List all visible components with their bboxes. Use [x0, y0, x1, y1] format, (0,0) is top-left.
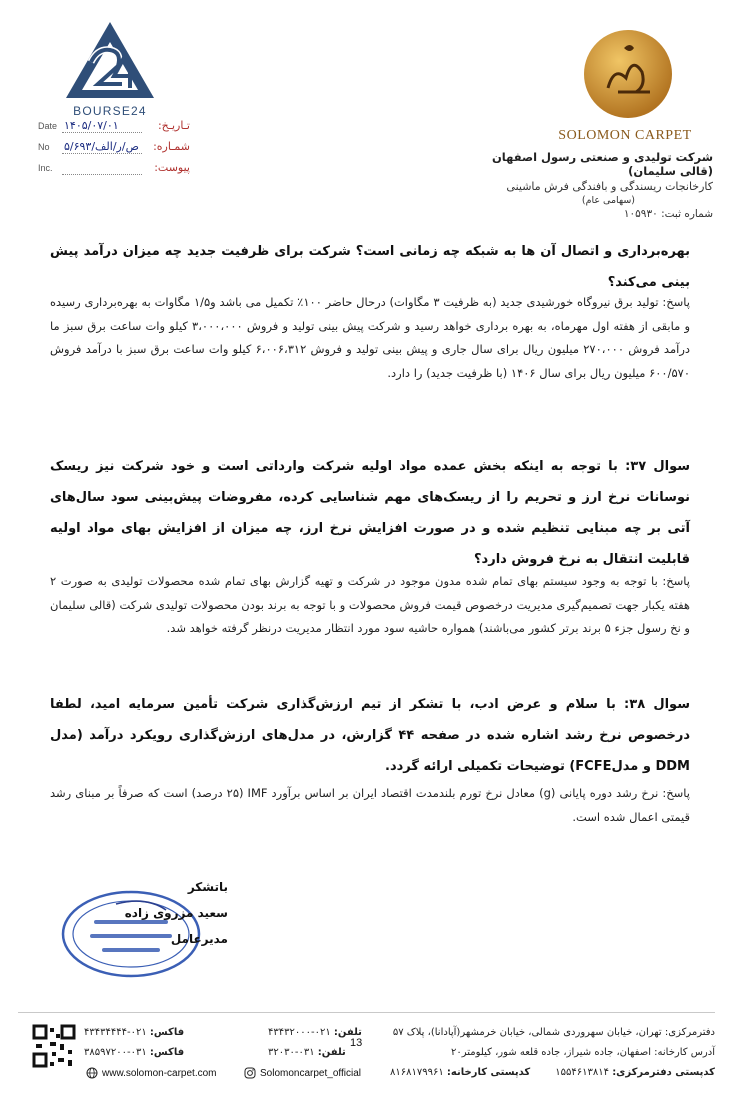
company-info — [463, 150, 713, 220]
meta-number-row — [38, 139, 190, 160]
footer-office-fax — [84, 1027, 184, 1038]
footer-tel-label: تلفن: — [317, 1047, 346, 1058]
meta-attachment-row — [38, 160, 190, 181]
meta-date-fa: تـاریـخ: — [157, 119, 190, 132]
footer-factory-tel — [268, 1047, 346, 1058]
footer-office-tel-value: ۰۲۱-۴۳۴۳۲۰۰۰ — [268, 1027, 331, 1038]
meta-dots — [62, 132, 142, 133]
bourse24-logo-text: BOURSE24 — [73, 104, 147, 118]
footer-office-address: دفترمرکزی: تهران، خیابان سهروردی شمالی، خیابان خرمشهر(آپادانا)، پلاک ۵۷ — [392, 1027, 715, 1038]
signature-thanks: باتشکر — [187, 880, 228, 894]
footer-office-postcode-value: ۱۵۵۴۶۱۳۸۱۴ — [555, 1067, 609, 1078]
footer-fax-label: فاکس: — [149, 1027, 185, 1038]
footer-tel-label: تلفن: — [333, 1027, 362, 1038]
meta-date-value: ۱۴۰۵/۰۷/۰۱ — [64, 119, 119, 132]
answer-38: پاسخ: نرخ رشد دوره پایانی (g) معادل نرخ تورم بلندمدت اقتصاد ایران بر اساس برآورد IMF (۲۵ درصد) است که صرفاً بر مبنای رشد قیمتی اعمال شده است. — [50, 786, 690, 824]
signature-block — [98, 874, 228, 952]
answer-36: پاسخ: تولید برق نیروگاه خورشیدی جدید (به ظرفیت ۳ مگاوات) درحال حاضر ۱۰۰٪ تکمیل می باشد و۱/۵ مگاوات به بهره‌برداری رسیده و مابقی از هفته اول مهرماه، به بهره برداری خواهد رسید و شرکت پیش بینی تولید و فروش ۳،۰۰۰،۰۰۰ کیلو وات ساعت برق سبز ما درآمد فروش ۲۷۰،۰۰۰ میلیون ریال برای سال جاری و پیش بینی تولید و فروش ۶،۰۰۶،۳۱۲ کیلو وات ساعت برق سبز با درآمد فروش ۶۰۰/۵۷۰ میلیون ریال برای سال ۱۴۰۶ (با ظرفیت جدید) را دارد. — [50, 295, 690, 380]
meta-dots — [62, 153, 142, 154]
meta-dots — [62, 174, 142, 175]
footer-website[interactable] — [86, 1067, 216, 1079]
signature-name: سعید مزروی زاده — [124, 906, 228, 920]
company-subtitle: کارخانجات ریسندگی و بافندگی فرش ماشینی — [506, 180, 713, 193]
instagram-icon — [244, 1067, 256, 1079]
footer-factory-postcode-value: ۸۱۶۸۱۷۹۹۶۱ — [390, 1067, 444, 1078]
page-number: 13 — [350, 1037, 363, 1049]
company-type: (سهامی عام) — [581, 195, 635, 206]
footer-factory-fax — [84, 1047, 184, 1058]
qr-code-icon — [32, 1024, 76, 1068]
footer-instagram[interactable] — [244, 1067, 361, 1079]
meta-attachment-en: Inc. — [38, 163, 53, 173]
footer-office-fax-value: ۰۲۱-۴۳۴۳۴۴۴۴ — [84, 1027, 147, 1038]
footer-instagram-text: Solomoncarpet_official — [260, 1067, 361, 1079]
footer-factory-postcode-label: کدپستی کارخانه: — [446, 1067, 531, 1078]
meta-number-en: No — [38, 142, 50, 152]
footer-office-postcode-label: کدپستی دفترمرکزی: — [612, 1067, 715, 1078]
company-name-en: SOLOMON CARPET — [558, 128, 692, 143]
question-37: سوال ۳۷: با توجه به اینکه بخش عمده مواد اولیه شرکت وارداتی است و خود شرکت نیز ریسک نوسانات نرخ ارز و تحریم را از ریسک‌های مهم شناسایی کرده، مفروضات پیش‌بینی سود سال‌های آتی بر چه مبنایی تنظیم شده و در صورت افزایش نرخ ارز، چه میزان از افزایش بهای مواد اولیه قابلیت انتقال به نرخ فروش دارد؟ — [50, 459, 691, 567]
question-38: سوال ۳۸: با سلام و عرض ادب، با تشکر از تیم ارزش‌گذاری شرکت تأمین سرمایه امید، لطفا درخصوص نرخ رشد اشاره شده در صفحه ۴۴ گزارش، در مدل‌های ارزش‌گذاری رویکرد درآمد (مدل DDM و مدلFCFE) توضیحات تکمیلی ارائه گردد. — [50, 697, 691, 774]
footer-office-tel — [268, 1027, 362, 1038]
signature-role: مدیرعامل — [170, 932, 228, 946]
footer-office-postcode — [555, 1067, 715, 1078]
footer-factory-tel-value: ۰۳۱-۳۲۰۳۰ — [268, 1047, 315, 1058]
footer-factory-postcode — [390, 1067, 530, 1078]
footer-website-text: www.solomon-carpet.com — [102, 1067, 217, 1079]
letter-meta — [38, 118, 190, 181]
globe-icon — [86, 1067, 98, 1079]
footer-divider — [18, 1012, 715, 1013]
meta-number-value: ۵/۶۹۳/ص/ر/الف — [64, 140, 139, 153]
meta-attachment-fa: پیوست: — [154, 161, 190, 174]
solomon-carpet-logo-icon — [580, 26, 676, 122]
answer-37: پاسخ: با توجه به وجود سیستم بهای تمام شده مدون موجود در شرکت و تهیه گزارش بهای تمام شده محصولات تولیدی به صورت ۲ هفته یکبار جهت تصمیم‌گیری مدیریت درخصوص قیمت فروش محصولات و با توجه به برند بودن محصولات تولیدی شرکت (قالی سلیمان و نخ رسول جزء ۵ برند برتر کشور می‌باشند) همواره حاشیه سود مورد انتظار مدیریت درنظر گرفته خواهد شد. — [50, 574, 690, 635]
company-registration: شماره ثبت: ۱۰۵۹۳۰ — [623, 208, 713, 220]
company-name-fa: شرکت تولیدی و صنعتی رسول اصفهان (قالی سلیمان) — [491, 150, 713, 178]
meta-date-en: Date — [38, 121, 58, 131]
meta-number-fa: شمـاره: — [153, 140, 190, 153]
question-36-tail: بهره‌برداری و اتصال آن ها به شبکه چه زمانی است؟ شرکت برای ظرفیت جدید چه میزان درآمد پیش بینی می‌کند؟ — [50, 244, 690, 290]
footer-factory-fax-value: ۰۳۱-۳۸۵۹۷۲۰۰ — [84, 1047, 147, 1058]
footer-factory-address: آدرس کارخانه: اصفهان، جاده شیراز، جاده قلعه شور، کیلومتر۲۰ — [451, 1047, 715, 1058]
footer-fax-label: فاکس: — [149, 1047, 185, 1058]
meta-date-row — [38, 118, 190, 139]
